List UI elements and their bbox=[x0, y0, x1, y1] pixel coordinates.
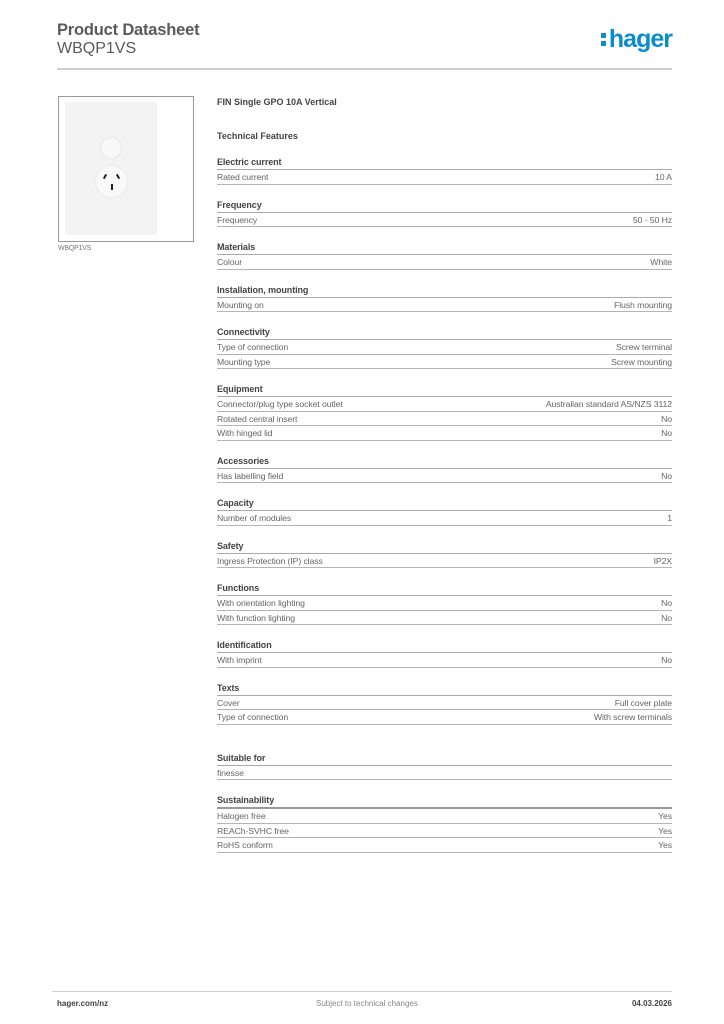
row-value: 50 - 50 Hz bbox=[632, 214, 672, 225]
row-label: Frequency bbox=[217, 214, 258, 225]
row-label: finesse bbox=[217, 767, 244, 778]
row-value: No bbox=[661, 428, 672, 438]
table-row bbox=[217, 596, 672, 611]
socket-outlet-icon bbox=[96, 166, 127, 197]
feature-section bbox=[217, 582, 672, 625]
row-value: White bbox=[650, 257, 672, 267]
row-value: No bbox=[661, 470, 672, 481]
row-value: 1 bbox=[667, 513, 672, 523]
power-socket-image bbox=[65, 102, 157, 235]
section-title: Installation, mounting bbox=[217, 284, 672, 298]
row-value: Screw terminal bbox=[615, 342, 672, 352]
section-title: Identification bbox=[217, 639, 672, 653]
table-row bbox=[217, 511, 672, 526]
section-title: Accessories bbox=[217, 455, 672, 469]
row-label: With hinged lid bbox=[217, 428, 273, 438]
table-row bbox=[217, 554, 672, 569]
section-title: Equipment bbox=[217, 383, 672, 397]
row-label: REACh-SVHC free bbox=[217, 825, 289, 836]
feature-section bbox=[217, 156, 672, 185]
document-date: 04.03.2026 bbox=[631, 999, 672, 1008]
table-row bbox=[217, 838, 672, 853]
image-caption: WBQP1VS bbox=[58, 245, 92, 252]
document-title: Product Datasheet bbox=[57, 21, 200, 39]
row-label: Rotated central insert bbox=[217, 413, 298, 424]
row-label: Type of connection bbox=[217, 712, 289, 722]
section-title: Texts bbox=[217, 682, 672, 696]
table-row bbox=[217, 213, 672, 228]
table-row bbox=[217, 766, 672, 781]
table-row bbox=[217, 355, 672, 370]
row-value: Yes bbox=[658, 825, 672, 836]
section-title: Connectivity bbox=[217, 326, 672, 340]
section-sustainability bbox=[217, 794, 672, 853]
section-title: Functions bbox=[217, 582, 672, 596]
table-row bbox=[217, 426, 672, 441]
row-label: Rated current bbox=[217, 172, 269, 182]
table-row bbox=[217, 653, 672, 668]
table-row bbox=[217, 412, 672, 427]
section-title: Suitable for bbox=[217, 752, 672, 766]
switch-button-icon bbox=[101, 138, 121, 158]
logo-text: hager bbox=[608, 25, 672, 53]
page-header bbox=[57, 21, 672, 58]
feature-section bbox=[217, 383, 672, 441]
row-label: Cover bbox=[217, 697, 240, 708]
table-row bbox=[217, 340, 672, 355]
section-title: Electric current bbox=[217, 156, 672, 170]
row-value: No bbox=[661, 413, 672, 424]
feature-section bbox=[217, 540, 672, 569]
row-value: Full cover plate bbox=[614, 697, 672, 708]
row-label: With imprint bbox=[217, 655, 262, 665]
row-value: Flush mounting bbox=[614, 299, 672, 310]
row-label: Has labelling field bbox=[217, 470, 284, 481]
pin-earth-icon bbox=[111, 184, 113, 190]
table-row bbox=[217, 397, 672, 412]
logo-colon-icon bbox=[601, 28, 607, 48]
table-row bbox=[217, 170, 672, 185]
technical-features-title: Technical Features bbox=[217, 131, 298, 141]
table-row bbox=[217, 469, 672, 484]
feature-section bbox=[217, 284, 672, 313]
row-value: Yes bbox=[658, 811, 672, 821]
feature-section bbox=[217, 199, 672, 228]
pin-active-icon bbox=[103, 174, 107, 179]
product-code: WBQP1VS bbox=[57, 40, 137, 57]
row-value: No bbox=[661, 598, 672, 608]
row-value: Australian standard AS/NZS 3112 bbox=[545, 399, 672, 409]
section-title: Materials bbox=[217, 241, 672, 255]
datasheet-content bbox=[217, 96, 672, 853]
feature-section bbox=[217, 241, 672, 270]
row-label: Mounting type bbox=[217, 356, 271, 367]
product-image bbox=[58, 96, 194, 242]
hager-logo bbox=[601, 25, 672, 54]
feature-section bbox=[217, 455, 672, 484]
table-row bbox=[217, 255, 672, 270]
feature-section bbox=[217, 639, 672, 668]
row-label: Number of modules bbox=[217, 513, 292, 523]
section-title: Safety bbox=[217, 540, 672, 554]
row-value: Yes bbox=[658, 840, 672, 850]
row-label: Type of connection bbox=[217, 342, 289, 352]
row-label: Halogen free bbox=[217, 811, 266, 821]
header-divider bbox=[57, 68, 672, 70]
section-title: Capacity bbox=[217, 497, 672, 511]
row-value: No bbox=[661, 612, 672, 623]
pin-neutral-icon bbox=[116, 174, 120, 179]
section-title: Frequency bbox=[217, 199, 672, 213]
table-row bbox=[217, 298, 672, 313]
footer-divider bbox=[52, 991, 672, 992]
table-row bbox=[217, 824, 672, 839]
row-value: Screw mounting bbox=[611, 356, 672, 367]
feature-section bbox=[217, 682, 672, 725]
row-label: Mounting on bbox=[217, 299, 264, 310]
disclaimer-note: Subject to technical changes bbox=[316, 999, 418, 1008]
website-link[interactable]: hager.com/nz bbox=[57, 999, 109, 1008]
row-label: Colour bbox=[217, 257, 242, 267]
row-value: No bbox=[661, 655, 672, 665]
product-name: FIN Single GPO 10A Vertical bbox=[217, 97, 337, 107]
row-label: Ingress Protection (IP) class bbox=[217, 555, 323, 566]
feature-section bbox=[217, 497, 672, 526]
row-label: Connector/plug type socket outlet bbox=[217, 399, 343, 409]
section-title: Sustainability bbox=[217, 794, 672, 809]
table-row bbox=[217, 611, 672, 626]
row-label: RoHS conform bbox=[217, 840, 273, 850]
row-value: IP2X bbox=[653, 555, 672, 566]
row-value: With screw terminals bbox=[593, 712, 672, 722]
section-suitable-for bbox=[217, 752, 672, 781]
table-row bbox=[217, 809, 672, 824]
row-label: With function lighting bbox=[217, 612, 295, 623]
row-value: 10 A bbox=[655, 172, 672, 182]
table-row bbox=[217, 696, 672, 711]
row-label: With orientation lighting bbox=[217, 598, 305, 608]
feature-section bbox=[217, 326, 672, 369]
table-row bbox=[217, 710, 672, 725]
feature-sections bbox=[217, 156, 672, 725]
